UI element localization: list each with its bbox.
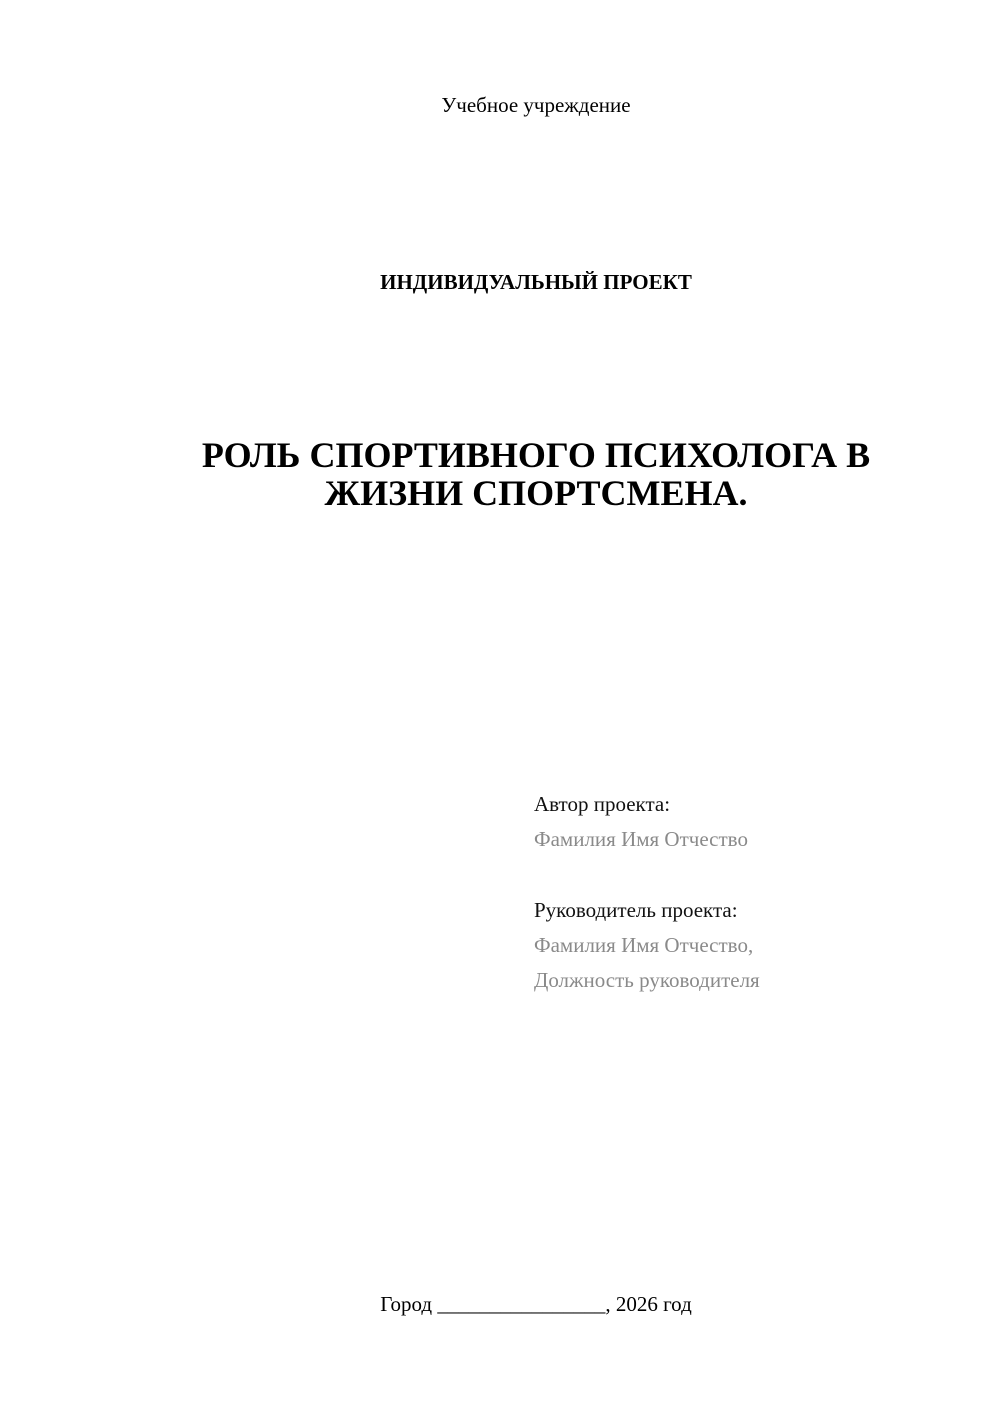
supervisor-name: Фамилия Имя Отчество, [534,933,754,957]
title-line-1: РОЛЬ СПОРТИВНОГО ПСИХОЛОГА В [201,435,871,475]
credits-block [534,787,974,998]
document-title [100,436,972,512]
title-line-2: ЖИЗНИ СПОРТСМЕНА. [324,473,748,513]
city-year-footer [0,1289,1000,1319]
supervisor-label: Руководитель проекта: [534,898,738,922]
supervisor-position: Должность руководителя [534,968,760,992]
credits-spacer [534,857,974,893]
city-label: Город [380,1292,433,1316]
year-text: , 2026 год [605,1292,692,1316]
author-label: Автор проекта: [534,792,671,816]
author-name: Фамилия Имя Отчество [534,827,748,851]
institution-name: Учебное учреждение [441,93,631,117]
document-type: ИНДИВИДУАЛЬНЫЙ ПРОЕКТ [380,270,692,294]
city-blank: ________________ [437,1292,606,1316]
